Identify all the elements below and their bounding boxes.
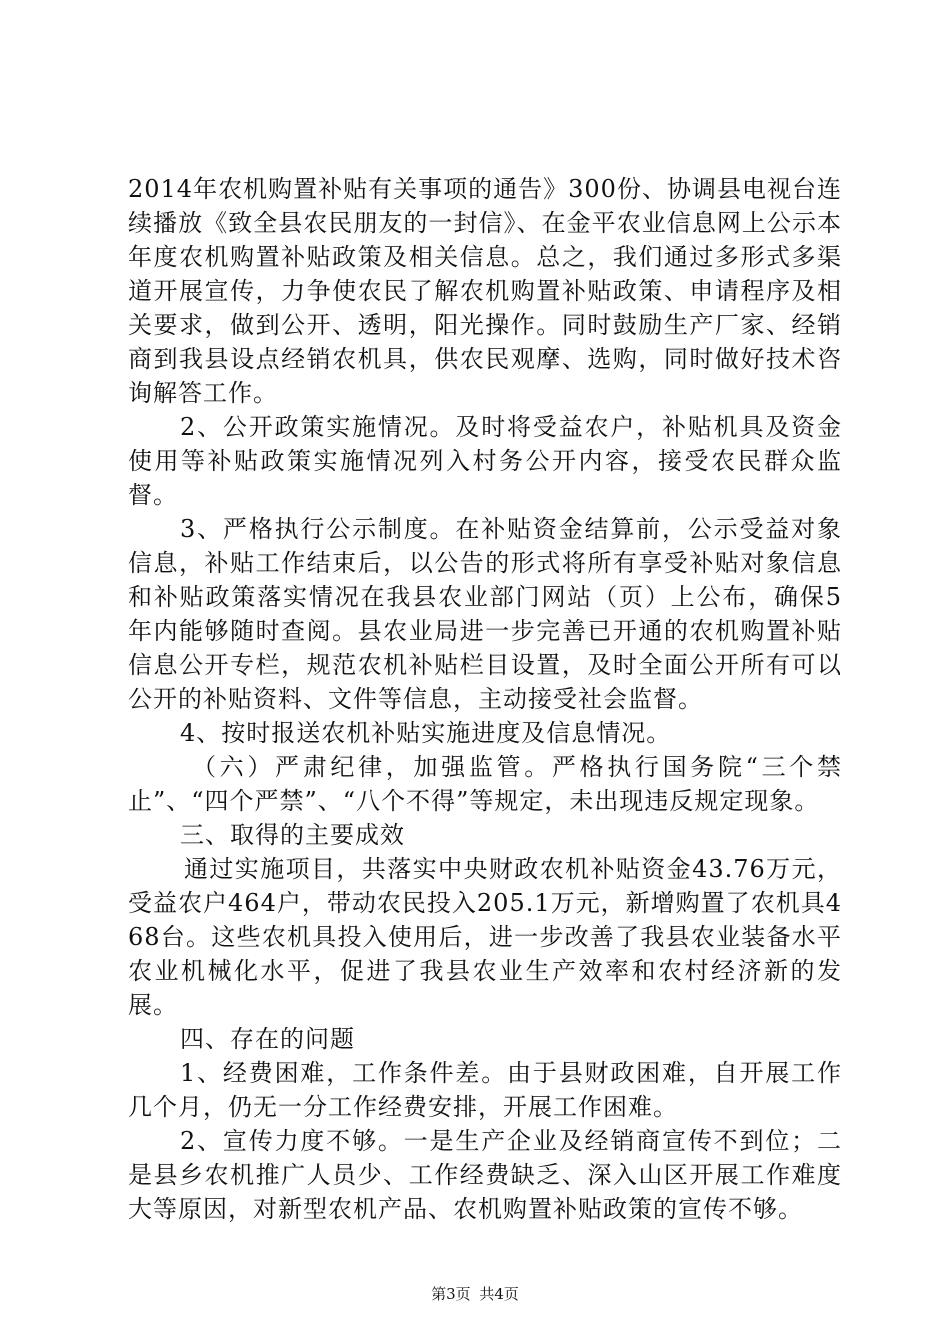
document-body bbox=[128, 172, 842, 1226]
paragraph-publicity-continued: 2014年农机购置补贴有关事项的通告》300份、协调县电视台连续播放《致全县农民朋友的一封信》、在金平农业信息网上公示本年度农机购置补贴政策及相关信息。总之，我们通过多形式多渠道开展宣传，力争使农民了解农机购置补贴政策、申请程序及相关要求，做到公开、透明，阳光操作。同时鼓励生产厂家、经销商到我县设点经销农机具，供农民观摩、选购，同时做好技术咨询解答工作。 bbox=[128, 175, 842, 407]
paragraph-publicity-problem: 2、宣传力度不够。一是生产企业及经销商宣传不到位；二是县乡农机推广人员少、工作经费缺乏、深入山区开展工作难度大等原因，对新型农机产品、农机购置补贴政策的宣传不够。 bbox=[128, 1127, 842, 1223]
page-footer bbox=[0, 1284, 950, 1304]
paragraph-public-notice-system: 3、严格执行公示制度。在补贴资金结算前，公示受益对象信息，补贴工作结束后，以公告的形式将所有享受补贴对象信息和补贴政策落实情况在我县农业部门网站（页）上公布，确保5年内能够随时查阅。县农业局进一步完善已开通的农机购置补贴信息公开专栏，规范农机补贴栏目设置，及时全面公开所有可以公开的补贴资料、文件等信息，主动接受社会监督。 bbox=[128, 515, 842, 713]
page-total: 共4页 bbox=[479, 1285, 519, 1303]
paragraph-funding-problem: 1、经费困难，工作条件差。由于县财政困难，自开展工作几个月，仍无一分工作经费安排，开展工作困难。 bbox=[128, 1059, 842, 1121]
paragraph-policy-disclosure: 2、公开政策实施情况。及时将受益农户，补贴机具及资金使用等补贴政策实施情况列入村务公开内容，接受农民群众监督。 bbox=[128, 413, 842, 509]
section-heading-problems: 四、存在的问题 bbox=[180, 1025, 355, 1053]
paragraph-progress-reporting: 4、按时报送农机补贴实施进度及信息情况。 bbox=[180, 719, 672, 747]
paragraph-achievements: 通过实施项目，共落实中央财政农机补贴资金43.76万元，受益农户464户，带动农民投入205.1万元，新增购置了农机具468台。这些农机具投入使用后，进一步改善了我县农业装备水平农业机械化水平，促进了我县农业生产效率和农村经济新的发展。 bbox=[128, 855, 842, 1019]
page-number: 第3页 bbox=[431, 1285, 471, 1303]
paragraph-discipline-supervision: （六）严肃纪律，加强监管。严格执行国务院“三个禁止”、“四个严禁”、“八个不得”等规定，未出现违反规定现象。 bbox=[128, 753, 842, 815]
section-heading-achievements: 三、取得的主要成效 bbox=[180, 821, 405, 849]
